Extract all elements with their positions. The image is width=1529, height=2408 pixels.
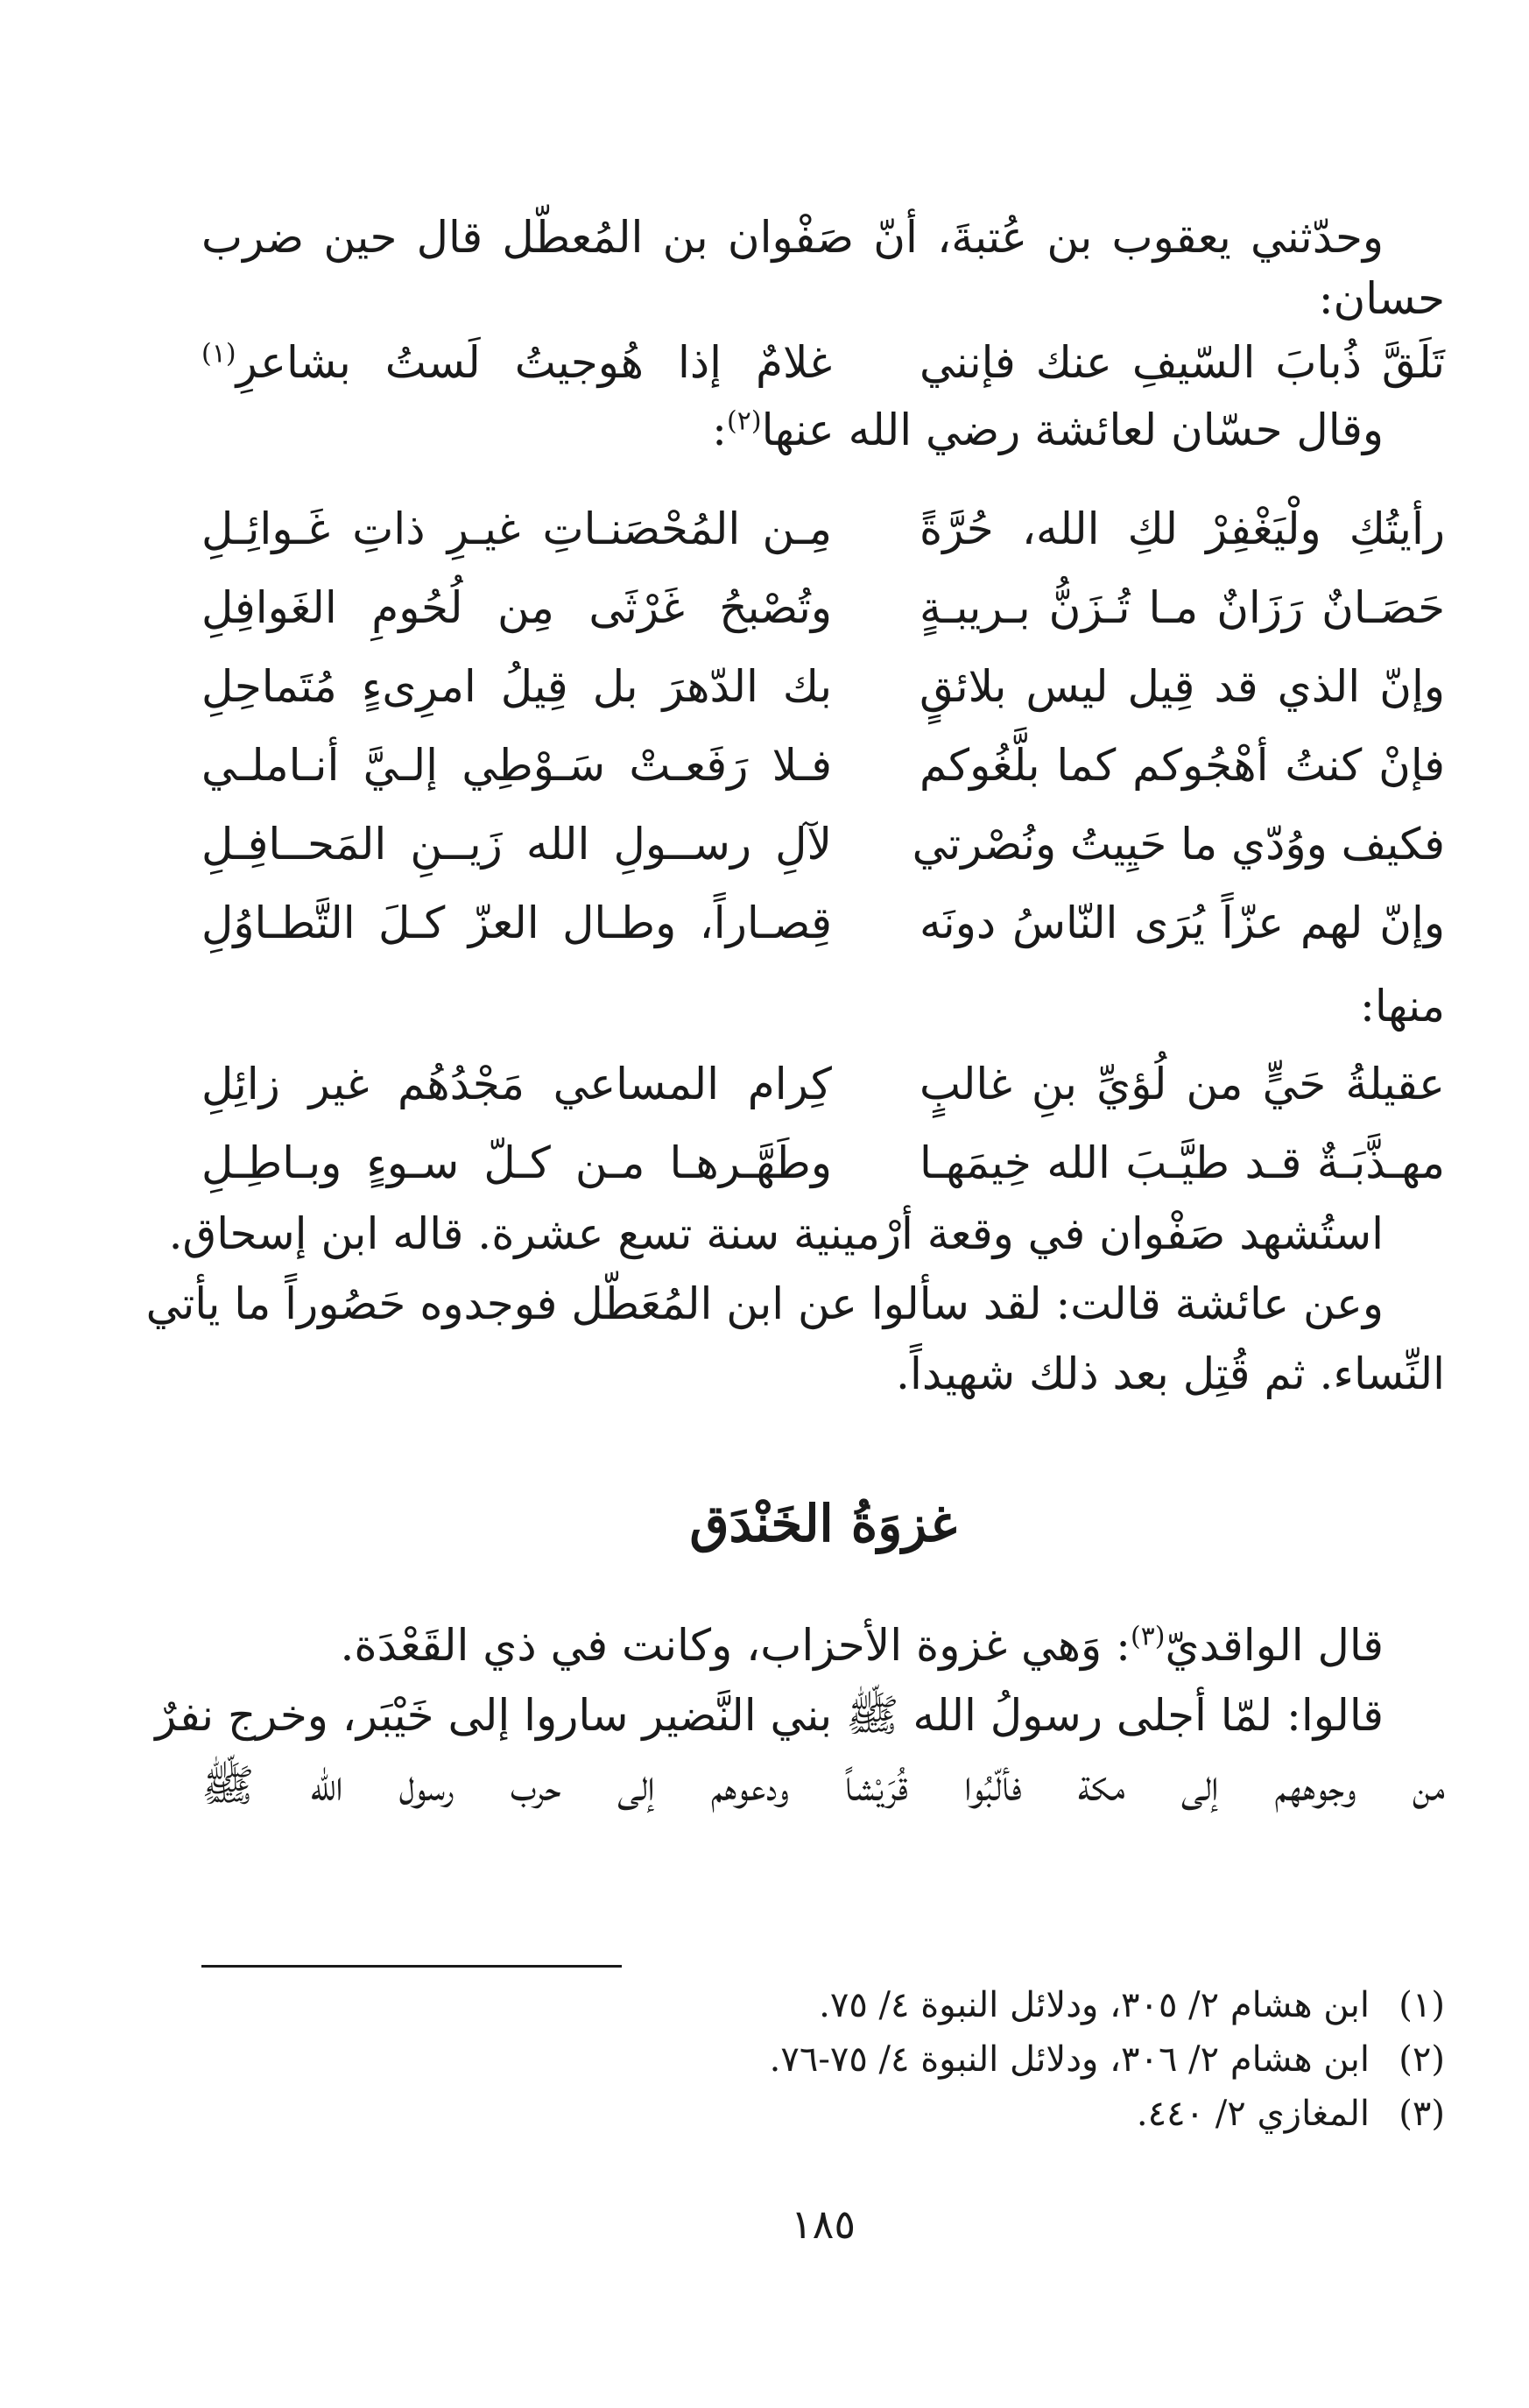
paragraph-qalu-line-1: قالوا: لمّا أجلى رسولُ الله ﷺ بني النَّضير ساروا إلى خَيْبَر، وخرج نفرٌ (155, 1690, 1384, 1741)
verse-second-hemistich: وتُصْبحُ غَرْثَى مِن لُحُومِ الغَوافِلِ (201, 582, 832, 633)
verse-first-hemistich: فإنْ كنتُ أهْجُوكم كما بلَّغُوكم (920, 740, 1445, 791)
paragraph-aisha-line-1: وعن عائشة قالت: لقد سألوا عن ابن المُعَطّل فوجدوه حَصُوراً ما يأتي (145, 1278, 1384, 1329)
page (145, 0, 1445, 2408)
said-line-text: وقال حسّان لعائشة رضي الله عنها (761, 405, 1384, 455)
footnote-number: (٢) (1399, 2039, 1445, 2080)
footnote-text: ابن هشام ٢/ ٣٠٦، ودلائل النبوة ٤/ ٧٥-٧٦. (769, 2039, 1370, 2080)
footnote-ref-3: (٣) (1130, 1621, 1166, 1652)
verse-row (201, 496, 1445, 562)
said-line-colon: : (712, 405, 727, 455)
verse-first-hemistich: وإنّ الذي قد قِيل ليس بلائقٍ (920, 661, 1445, 712)
verse-row (201, 653, 1445, 720)
footnote-divider (201, 1965, 622, 1968)
paragraph-qalu-line-2: من وجوههم إلى مكة فألّبُوا قُرَيْشاً ودعوهم إلى حرب رسول الله ﷺ (201, 1760, 1445, 1811)
paragraph-aisha-line-2: النِّساء. ثم قُتِل بعد ذلك شهيداً. (896, 1348, 1445, 1399)
verse-row (201, 1051, 1445, 1117)
footnote-number: (٣) (1399, 2094, 1445, 2134)
intro-line-1: وحدّثني يعقوب بن عُتبةَ، أنّ صَفْوان بن المُعطّل قال حين ضرب (201, 212, 1384, 263)
intro-line-2: حسان: (1318, 273, 1445, 324)
minha-label: منها: (1360, 981, 1445, 1031)
verse-intro-second-hemistich (201, 329, 832, 396)
verse-row (201, 890, 1445, 956)
verse-second-hemistich: كِرام المساعي مَجْدُهُم غير زائِلِ (201, 1059, 832, 1109)
paragraph-waqidi (201, 1615, 1445, 1676)
verse-second-hemistich: مِـن المُحْصَنـاتِ غيـرِ ذاتِ غَـوائِـلِ (201, 503, 832, 554)
paragraph-waqidi-tail: : وَهي غزوة الأحزاب، وكانت في ذي القَعْدَة. (340, 1620, 1131, 1671)
verse-row (201, 811, 1445, 877)
verse-first-hemistich: عقيلةُ حَيٍّ من لُؤيِّ بنِ غالبٍ (920, 1059, 1445, 1109)
footnote-3 (201, 2089, 1445, 2138)
verse-second-hemistich: فـلا رَفَعـتْ سَـوْطِي إلـيَّ أنـاملـي (201, 740, 832, 791)
section-heading: غزوَةُ الخَنْدَق (689, 1494, 957, 1553)
verse-intro-second-text: غلامٌ إذا هُوجيتُ لَستُ بشاعرِ (236, 337, 832, 388)
paragraph-waqidi-text: قال الواقديّ (1165, 1620, 1384, 1671)
verse-first-hemistich: فكيف ووُدّي ما حَيِيتُ ونُصْرتي (912, 819, 1445, 870)
verse-second-hemistich: قِصـاراً، وطـال العزّ كـلَ التَّطـاوُلِ (201, 898, 832, 948)
verse-second-hemistich: بك الدّهرَ بل قِيلُ امرِىءٍ مُتَماحِلِ (201, 661, 832, 712)
verse-first-hemistich: حَصَـانٌ رَزَانٌ مـا تُـزَنُّ بـريبـةٍ (920, 582, 1445, 633)
paragraph-martyrdom: استُشهد صَفْوان في وقعة أرْمينية سنة تسع عشرة. قاله ابن إسحاق. (168, 1208, 1384, 1259)
verse-row (201, 732, 1445, 799)
verse-row (201, 574, 1445, 641)
footnote-number: (١) (1399, 1985, 1445, 2025)
page-number: ١٨٥ (790, 2200, 856, 2248)
footnote-text: المغازي ٢/ ٤٤٠. (1136, 2094, 1370, 2134)
footnote-1 (201, 1981, 1445, 2030)
verse-first-hemistich: مهـذَّبَـةٌ قـد طيَّـبَ الله خِيمَهـا (920, 1137, 1445, 1188)
said-line (201, 399, 1445, 461)
footnote-ref-2: (٢) (727, 405, 762, 437)
verse-intro (201, 329, 1445, 396)
verse-second-hemistich: لآلِ رســولِ الله زَيــنِ المَحــافِـلِ (201, 819, 832, 870)
verse-intro-first-hemistich: تَلَقَّ ذُبابَ السّيفِ عنك فإنني (920, 337, 1445, 388)
footnote-ref-1: (١) (201, 338, 236, 370)
footnote-text: ابن هشام ٢/ ٣٠٥، ودلائل النبوة ٤/ ٧٥. (819, 1985, 1370, 2025)
footnote-2 (201, 2035, 1445, 2084)
verse-first-hemistich: وإنّ لهم عزّاً يُرَى النّاسُ دونَه (920, 898, 1445, 948)
verse-first-hemistich: رأيتُكِ ولْيَغْفِرْ لكِ الله، حُرَّةً (920, 503, 1445, 554)
verse-row (201, 1130, 1445, 1196)
verse-second-hemistich: وطَهَّـرهـا مـن كـلّ سـوءٍ وبـاطِـلِ (201, 1137, 832, 1188)
